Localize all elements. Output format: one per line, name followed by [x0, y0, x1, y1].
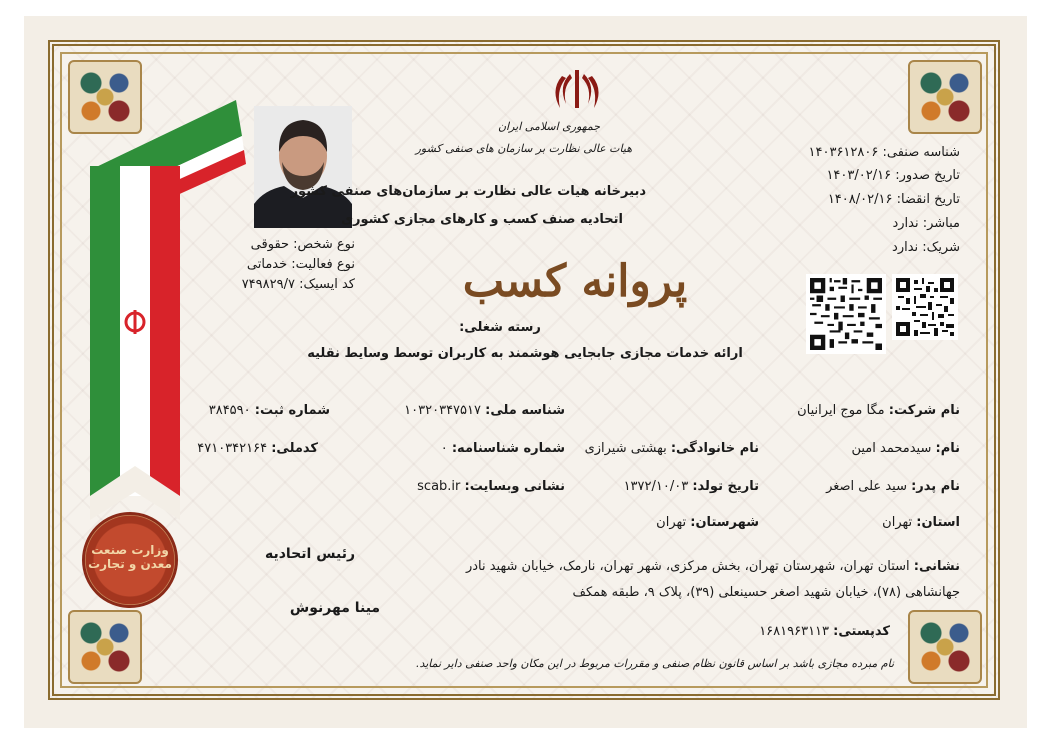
seal-text: وزارت صنعت معدن و تجارت — [88, 543, 172, 571]
ornament-corner-bottom-right — [908, 610, 982, 684]
postal-label: کدپستی: — [833, 624, 890, 639]
address-line2: جهانشاهی (۷۸)، خیابان شهید اصغر حسینعلی (۳۹)، پلاک ۹، طبقه همکف — [572, 585, 960, 600]
name-row — [760, 441, 960, 456]
birth-date-row — [580, 479, 759, 494]
province-value: تهران — [882, 515, 913, 530]
board-script-text: هیات عالی نظارت بر سازمان های صنفی کشور — [415, 142, 632, 155]
reg-no-value: ۳۸۴۵۹۰ — [208, 403, 251, 418]
city-row — [610, 515, 759, 530]
national-id-value: ۱۰۳۲۰۳۴۷۵۱۷ — [404, 403, 481, 418]
company-value: مگا موج ایرانیان — [797, 403, 885, 418]
father-label: نام پدر: — [911, 479, 960, 494]
birth-date-label: تاریخ تولد: — [692, 479, 759, 494]
website-label: نشانی وبسایت: — [464, 479, 565, 494]
family-label: نام خانوادگی: — [670, 441, 759, 456]
activity-type: نوع فعالیت: خدماتی — [246, 257, 355, 272]
holder-photo — [254, 106, 352, 228]
reg-no-label: شماره ثبت: — [254, 403, 330, 418]
republic-text: جمهوری اسلامی ایران — [497, 120, 600, 133]
address-label: نشانی: — [913, 559, 960, 574]
website-value[interactable]: scab.ir — [417, 479, 461, 494]
name-value: سیدمحمد امین — [851, 441, 932, 456]
company-row — [760, 403, 960, 418]
nat-code-value: ۴۷۱۰۳۴۲۱۶۴ — [197, 441, 268, 456]
signature-name: مینا مهرنوش — [289, 600, 381, 616]
ornament-corner-bottom-left — [68, 610, 142, 684]
certificate-title: پروانه کسب — [462, 256, 688, 307]
guild-id: شناسه صنفی: ۱۴۰۳۶۱۲۸۰۶ — [808, 145, 960, 160]
birth-cert-label: شماره شناسنامه: — [451, 441, 565, 456]
isic-code: کد ایسیک: ۷۴۹۸۲۹/۷ — [241, 277, 355, 292]
secretariat-text: دبیرخانه هیات عالی نظارت بر سازمان‌های صنفی کشور — [290, 184, 646, 199]
expiry-date: تاریخ انقضا: ۱۴۰۸/۰۲/۱۶ — [827, 192, 960, 207]
qr-code-1 — [892, 274, 958, 340]
father-value: سید علی اصغر — [826, 479, 907, 494]
national-id-row — [395, 403, 565, 418]
category-label: رسته شغلی: — [459, 320, 541, 335]
signature-role: رئیس اتحادیه — [264, 546, 356, 562]
ornament-corner-top-right — [908, 60, 982, 134]
reg-no-row — [190, 403, 330, 418]
qr-code-2 — [806, 274, 886, 354]
family-row — [575, 441, 759, 456]
category-value: ارائه خدمات مجازی جابجایی هوشمند به کاربران توسط وسایط نقلیه — [307, 346, 743, 361]
ministry-seal — [82, 512, 178, 608]
person-type: نوع شخص: حقوقی — [250, 237, 355, 252]
city-value: تهران — [656, 515, 687, 530]
name-label: نام: — [935, 441, 960, 456]
manager: مباشر: ندارد — [892, 216, 960, 231]
national-id-label: شناسه ملی: — [485, 403, 565, 418]
city-label: شهرستان: — [690, 515, 759, 530]
union-text: اتحادیه صنف کسب و کارهای مجازی کشوری — [341, 212, 623, 227]
birth-cert-row — [420, 441, 565, 456]
footer-note: نام مبرده مجازی باشد بر اساس قانون نظام صنفی و مقررات مربوط در این مکان واحد صنفی دایر نماید. — [415, 657, 895, 670]
iran-emblem-icon — [552, 66, 602, 114]
province-label: استان: — [916, 515, 960, 530]
issue-date: تاریخ صدور: ۱۴۰۳/۰۲/۱۶ — [826, 168, 960, 183]
father-row — [760, 479, 960, 494]
postal-value: ۱۶۸۱۹۶۳۱۱۳ — [759, 624, 830, 639]
website-row — [395, 479, 565, 494]
partner: شریک: ندارد — [892, 240, 960, 255]
nat-code-label: کدملی: — [271, 441, 318, 456]
nat-code-row — [190, 441, 318, 456]
birth-date-value: ۱۳۷۲/۱۰/۰۳ — [623, 479, 689, 494]
address-line1: استان تهران، شهرستان تهران، بخش مرکزی، شهر تهران، نارمک، خیابان شهید نادر — [465, 559, 910, 574]
birth-cert-value: ۰ — [440, 441, 448, 456]
company-label: نام شرکت: — [888, 403, 960, 418]
province-row — [820, 515, 960, 530]
address-row — [440, 559, 960, 574]
family-value: بهشتی شیرازی — [584, 441, 667, 456]
iran-flag-ribbon — [86, 100, 246, 520]
postal-row — [740, 624, 890, 639]
